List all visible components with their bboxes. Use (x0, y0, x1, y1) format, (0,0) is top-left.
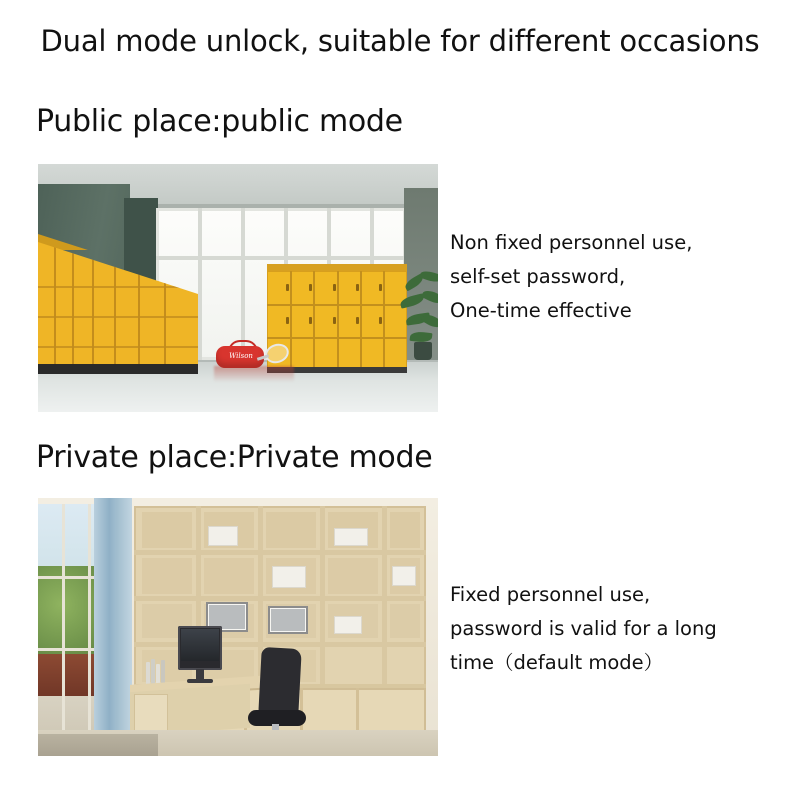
rug (38, 734, 158, 756)
caption-private (450, 578, 717, 680)
plant-pot (414, 342, 432, 360)
caption-line: password is valid for a long (450, 617, 717, 640)
window-mullion (241, 208, 245, 360)
sports-bag-brand-text: Wilson (229, 352, 253, 360)
section-title-public: Public place:public mode (36, 104, 403, 139)
window-frame-bar (88, 504, 91, 730)
window-frame-bar (62, 504, 65, 730)
floor-reflection (214, 366, 294, 382)
left-locker-base (38, 364, 198, 374)
caption-public (450, 226, 692, 328)
caption-line: time（default mode） (450, 651, 664, 674)
office-chair-back (258, 647, 302, 717)
private-study-room-photo (38, 498, 438, 756)
page-title: Dual mode unlock, suitable for different occasions (40, 24, 760, 58)
computer-monitor (178, 626, 222, 670)
potted-plant (400, 272, 438, 350)
tennis-racket (257, 344, 287, 364)
window-transom (156, 256, 406, 260)
section-title-private: Private place:Private mode (36, 440, 433, 475)
caption-line: Fixed personnel use, (450, 583, 651, 606)
caption-line: self-set password, (450, 265, 626, 288)
caption-line: Non fixed personnel use, (450, 231, 693, 254)
public-locker-room-photo (38, 164, 438, 412)
caption-line: One-time effective (450, 299, 632, 322)
window-mullion (198, 208, 202, 360)
monitor-base (187, 679, 213, 683)
